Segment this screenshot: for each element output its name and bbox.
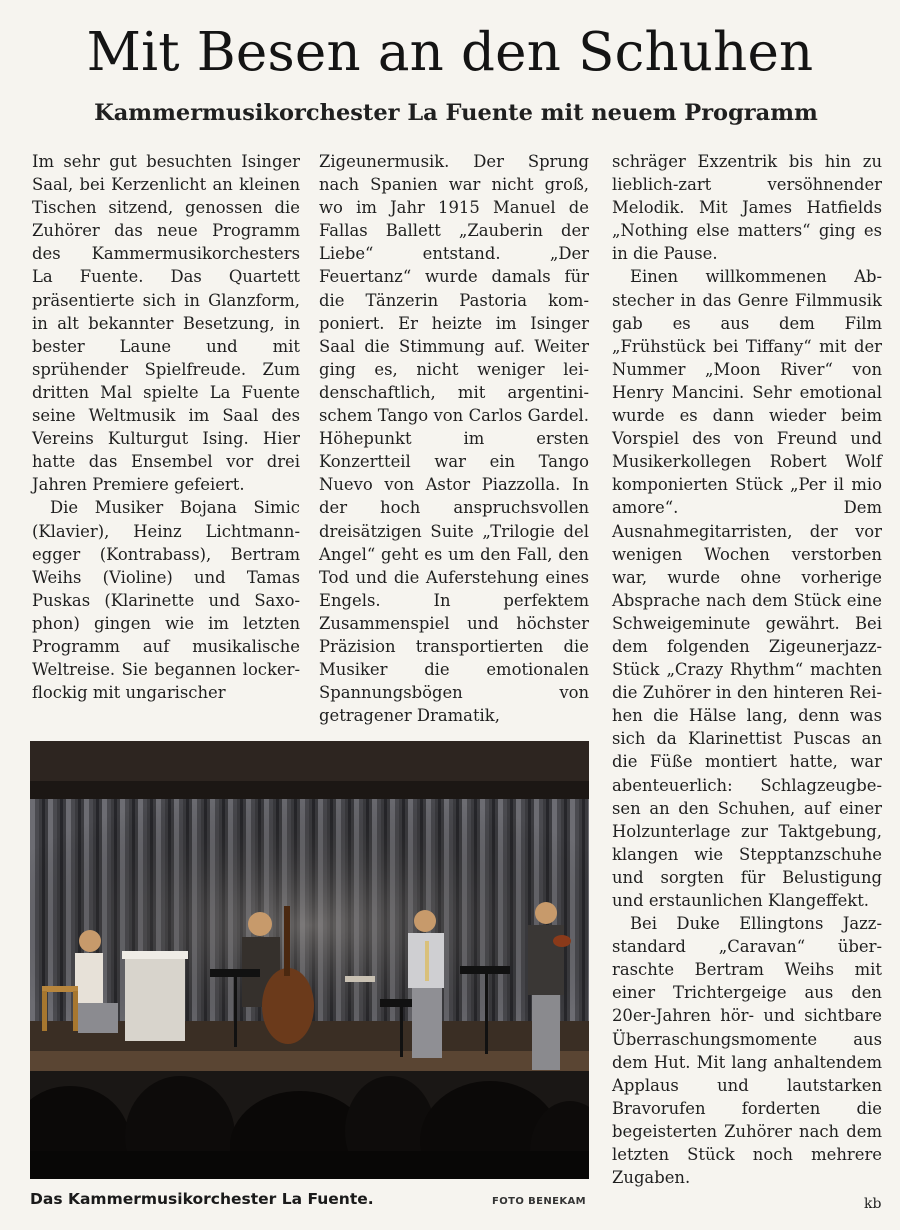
article-column-2 bbox=[319, 150, 589, 727]
subheadline: Kammermusikorchester La Fuente mit neuem Programm bbox=[94, 100, 818, 126]
article-column-3 bbox=[612, 150, 882, 1189]
photo-credit: FOTO BENEKAM bbox=[492, 1196, 587, 1207]
concert-photo bbox=[30, 741, 589, 1179]
article-column-1 bbox=[32, 150, 300, 704]
paragraph: Einen willkommenen Abstecher in das Genre Filmmusik gab es aus dem Film „Frühstück bei Tiffany“ mit der Nummer „Moon River“ von Henry Mancini. Sehr emotional wurde es dann wieder beim Vorspiel des von Freund und Musikerkollegen Robert Wolf komponierten Stück „Per il mio amore“. Dem Ausnahmegitarristen, der vor wenigen Wochen verstorben war, wurde ohne vorherige Absprache nach dem Stück eine Schweigeminute gewährt. Bei dem folgenden Zigeunerjazz-Stück „Crazy Rhythm“ machten die Zuhörer in den hinteren Reihen die Hälse lang, denn was sich da Klarinettist Puscas an die Füße montiert hatte, war abenteuerlich: Schlagzeugbesen an den Schuhen, auf einer Holzunterlage zur Taktgebung, klangen wie Stepptanzschuhe und sorgten für Belustigung und erstaunlichen Klangeffekt. bbox=[612, 267, 882, 910]
paragraph: schräger Exzentrik bis hin zu lieblich-zart versöhnender Melodik. Mit James Hatfields „Nothing else matters“ ging es in die Pause. bbox=[612, 152, 882, 264]
paragraph: Die Musiker Bojana Simic (Klavier), Heinz Lichtmannegger (Kontrabass), Bertram Weihs (Violine) und Tamas Puskas (Klarinette und Saxophon) gingen wie im letzten Programm auf musikalische Weltreise. Sie begannen locker-flockig mit ungarischer bbox=[32, 498, 300, 703]
paragraph: Zigeunermusik. Der Sprung nach Spanien war nicht groß, wo im Jahr 1915 Manuel de Fallas Ballett „Zauberin der Liebe“ entstand. „Der Feuertanz“ wurde damals für die Tänzerin Pastoria komponiert. Er heizte im Isinger Saal die Stimmung auf. Weiter ging es, nicht weniger leidenschaftlich, mit argentinischem Tango von Carlos Gardel. Höhepunkt im ersten Konzertteil war ein Tango Nuevo von Astor Piazzolla. In der hoch anspruchsvollen dreisätzigen Suite „Trilogie del Angel“ geht es um den Fall, den Tod und die Auferstehung eines Engels. In perfektem Zusammenspiel und höchster Präzision transportierten die Musiker die emotionalen Spannungsbögen von getragener Dramatik, bbox=[319, 152, 589, 726]
paragraph: Im sehr gut besuchten Isinger Saal, bei Kerzenlicht an kleinen Tischen sitzend, genossen die Zuhörer das neue Programm des Kammermusikorchesters La Fuente. Das Quartett präsentierte sich in Glanzform, in alt bekannter Besetzung, in bester Laune und mit sprühender Spielfreude. Zum dritten Mal spielte La Fuente seine Weltmusik im Saal des Vereins Kulturgut Ising. Hier hatte das Ensembel vor drei Jahren Premiere gefeiert. bbox=[32, 152, 300, 495]
paragraph: Bei Duke Ellingtons Jazzstandard „Caravan“ überraschte Bertram Weihs mit einer Trichtergeige aus den 20er-Jahren hör- und sichtbare Überraschungsmomente aus dem Hut. Mit lang anhaltendem Applaus und lautstarken Bravorufen forderten die begeisterten Zuhörer nach dem letzten Stück noch mehrere Zugaben. bbox=[612, 914, 882, 1188]
headline: Mit Besen an den Schuhen bbox=[86, 22, 814, 83]
concert-photo-illustration bbox=[30, 741, 589, 1179]
photo-caption: Das Kammermusikorchester La Fuente. bbox=[30, 1190, 374, 1208]
author-initials: kb bbox=[864, 1196, 882, 1212]
